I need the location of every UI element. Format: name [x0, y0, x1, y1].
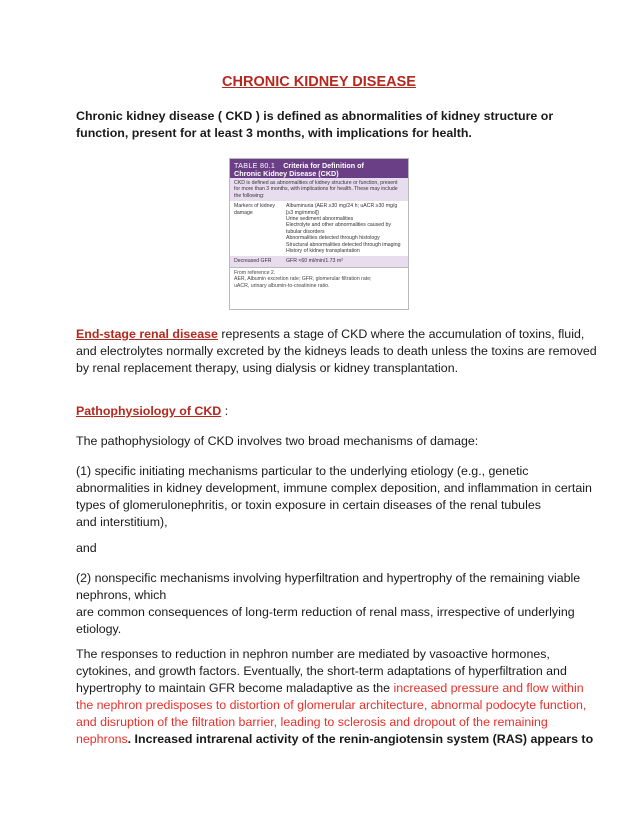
- and-word: and: [76, 541, 97, 555]
- footnote-line: AER, Albumin excretion rate; GFR, glomerular filtration rate;: [234, 276, 372, 283]
- table-cell-details: [286, 258, 404, 264]
- table-definition: CKD is defined as abnormalities of kidney structure or function, present for more than 3 months, with implications for health. These may include the following:: [230, 178, 408, 201]
- paragraph-line: etiology.: [76, 622, 122, 636]
- table-header: [230, 159, 408, 178]
- esrd-line-first: [76, 326, 585, 343]
- patho-intro: The pathophysiology of CKD involves two broad mechanisms of damage:: [76, 434, 479, 448]
- paragraph-line: [76, 731, 594, 748]
- highlighted-text: nephrons: [76, 732, 128, 746]
- esrd-text: by renal replacement therapy, using dialysis or kidney transplantation.: [76, 361, 459, 375]
- footnote-line: uACR, urinary albumin-to-creatinine ratio.: [234, 282, 330, 289]
- table-detail: Electrolyte and other abnormalities caused by tubular disorders: [286, 222, 391, 235]
- table-caption-line: Chronic Kidney Disease (CKD): [234, 169, 339, 179]
- table-row: [230, 256, 408, 266]
- mechanism-2-paragraph: [76, 570, 581, 638]
- paragraph-line: types of glomerulonephritis, or toxin exposure in certain diseases of the renal tubules: [76, 498, 541, 512]
- paragraph-line: [76, 680, 584, 697]
- table-detail: Urine sediment abnormalities: [286, 216, 354, 223]
- page-title: CHRONIC KIDNEY DISEASE: [222, 74, 416, 90]
- paragraph-line: (1) specific initiating mechanisms particular to the underlying etiology (e.g., genetic: [76, 464, 529, 478]
- patho-heading-row: [76, 403, 566, 420]
- pathophysiology-link[interactable]: Pathophysiology of CKD: [76, 404, 222, 418]
- paragraph-line: The responses to reduction in nephron number are mediated by vasoactive hormones,: [76, 647, 550, 661]
- paragraph-line: abnormalities in kidney development, immune complex deposition, and inflammation in certain: [76, 481, 592, 495]
- table-detail: GFR <60 ml/min/1.73 m²: [286, 258, 343, 265]
- responses-paragraph: [76, 646, 594, 748]
- intro-line: Chronic kidney disease ( CKD ) is defined as abnormalities of kidney structure or: [76, 109, 554, 123]
- table-number: TABLE 80.1: [234, 161, 276, 170]
- highlighted-text: increased pressure and flow within: [393, 681, 584, 695]
- table-row: [230, 201, 408, 256]
- heading-colon: :: [221, 404, 229, 418]
- table-detail: Abnormalities detected through histology: [286, 235, 380, 242]
- esrd-text: represents a stage of CKD where the accumulation of toxins, fluid,: [217, 327, 585, 341]
- ckd-criteria-table-image: [229, 158, 409, 310]
- highlighted-text: and disruption of the filtration barrier, leading to sclerosis and dropout of the remaining: [76, 715, 548, 729]
- esrd-link[interactable]: End-stage renal disease: [76, 327, 218, 341]
- table-cell-criterion: Markers of kidney damage: [234, 203, 275, 216]
- paragraph-line: cytokines, and growth factors. Eventually, the short-term adaptations of hyperfiltration and: [76, 664, 567, 678]
- footnote-line: From reference 2.: [234, 269, 276, 276]
- esrd-paragraph: [76, 326, 597, 377]
- highlighted-text: the nephron predisposes to distortion of glomerular architecture, abnormal podocyte function,: [76, 698, 587, 712]
- table-cell-criterion: Decreased GFR: [234, 258, 272, 265]
- paragraph-line: (2) nonspecific mechanisms involving hyperfiltration and hypertrophy of the remaining viable: [76, 571, 581, 585]
- plain-text: hypertrophy to maintain GFR become maladaptive as the: [76, 681, 394, 695]
- paragraph-line: nephrons, which: [76, 588, 167, 602]
- esrd-text: and electrolytes normally excreted by the kidneys leads to death unless the toxins are removed: [76, 344, 597, 358]
- table-footnote: [230, 267, 408, 291]
- intro-line: function, present for at least 3 months, with implications for health.: [76, 126, 472, 140]
- intro-paragraph: [76, 108, 566, 142]
- table-detail: Albuminuria (AER ≥30 mg/24 h; uACR ≥30 mg/g [≥3 mg/mmol]): [286, 203, 398, 216]
- table-caption-line: Criteria for Definition of: [283, 161, 364, 170]
- bold-text: . Increased intrarenal activity of the renin-angiotensin system (RAS) appears to: [127, 732, 594, 746]
- paragraph-line: are common consequences of long-term reduction of renal mass, irrespective of underlying: [76, 605, 575, 619]
- mechanism-1-paragraph: [76, 463, 592, 531]
- table-detail: History of kidney transplantation: [286, 248, 360, 255]
- table-detail: Structural abnormalities detected through imaging: [286, 241, 401, 248]
- paragraph-line: and interstitium),: [76, 515, 168, 529]
- table-cell-details: [286, 203, 404, 254]
